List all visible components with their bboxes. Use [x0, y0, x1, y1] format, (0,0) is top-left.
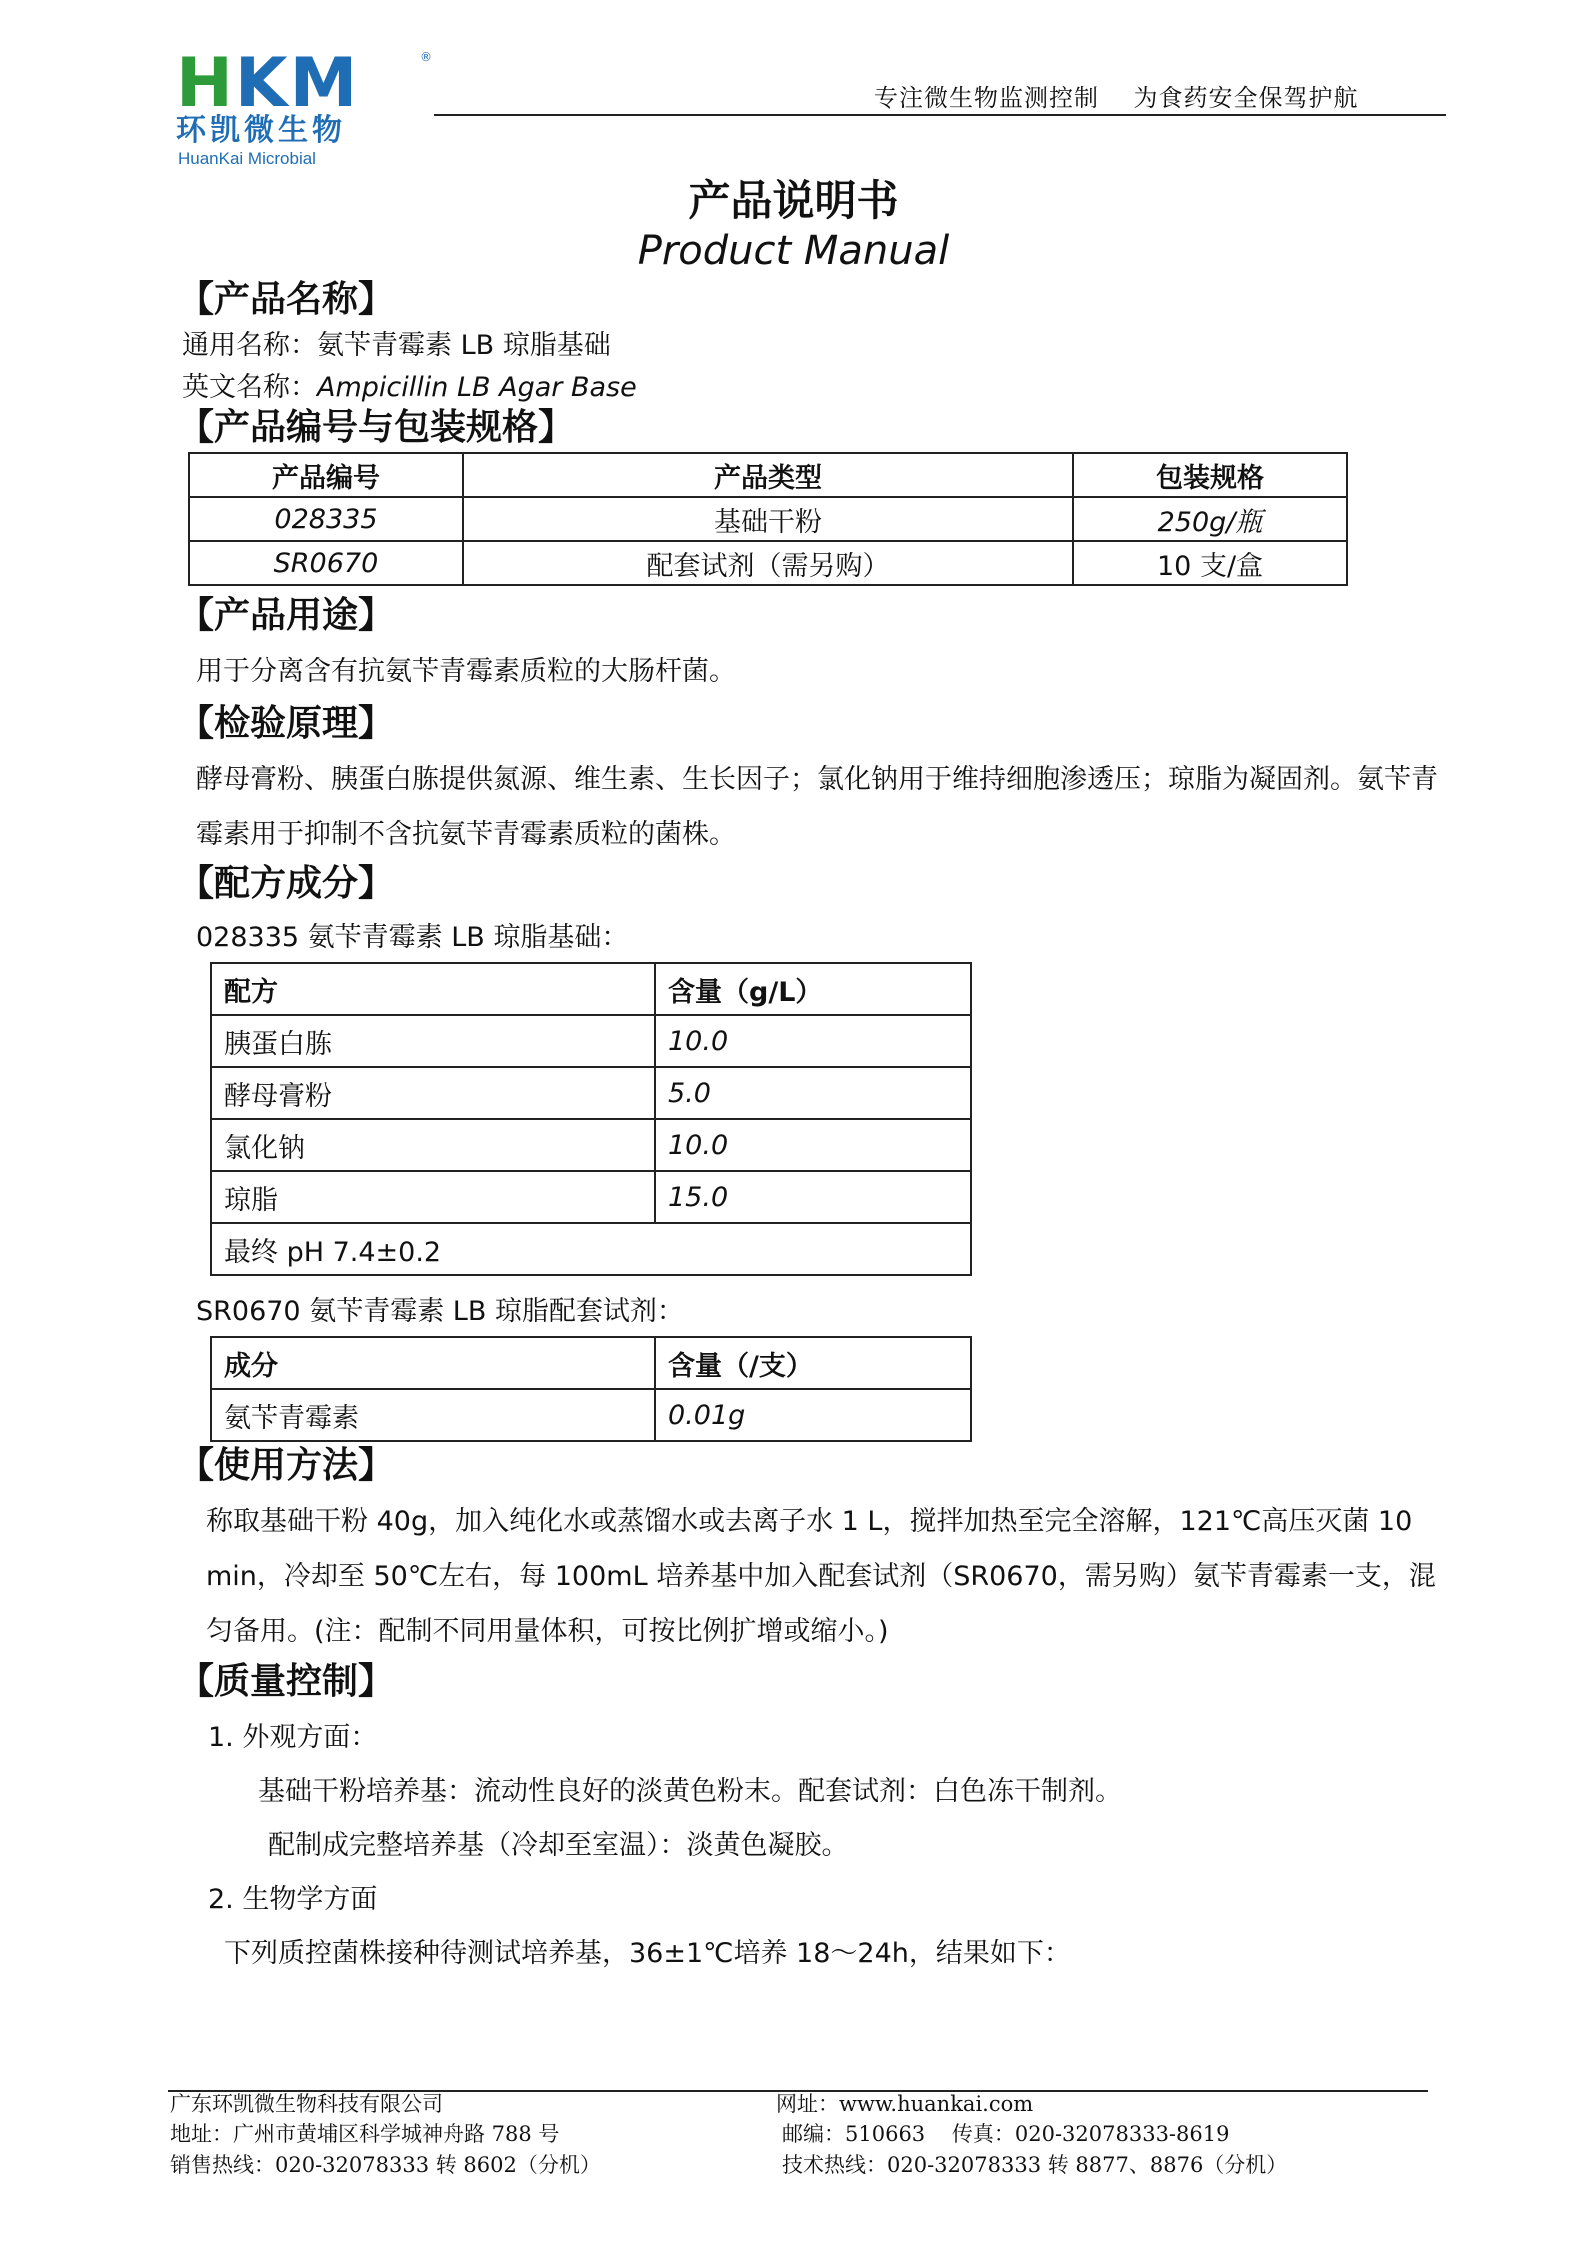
table-cell: 250g/瓶: [1073, 497, 1347, 541]
logo-chinese-name: 环凯微生物: [176, 113, 346, 148]
table-cell: SR0670: [189, 541, 463, 585]
logo-letters: HKM: [176, 44, 360, 123]
footer-tech-hotline: 技术热线：020-32078333 转 8877、8876（分机）: [782, 2153, 1288, 2177]
table-cell: 胰蛋白胨: [211, 1015, 655, 1067]
table-row: [211, 1171, 971, 1223]
table-header-row: [189, 453, 1347, 497]
table-header: 包装规格: [1073, 453, 1347, 497]
table-row: [211, 1015, 971, 1067]
table-cell: 5.0: [655, 1067, 971, 1119]
table-row: [211, 1223, 971, 1275]
table-cell: 酵母膏粉: [211, 1067, 655, 1119]
formula-caption-2: SR0670 氨苄青霉素 LB 琼脂配套试剂：: [196, 1296, 684, 1327]
table-row: [211, 1067, 971, 1119]
footer-sales-hotline: 销售热线：020-32078333 转 8602（分机）: [170, 2153, 601, 2177]
table-header: 产品编号: [189, 453, 463, 497]
table-cell: 配套试剂（需另购）: [463, 541, 1073, 585]
registered-mark: ®: [420, 50, 432, 64]
table-cell: 氯化钠: [211, 1119, 655, 1171]
header-slogan: 专注微生物监测控制 为食药安全保驾护航: [874, 84, 1359, 112]
section-heading-usage: 【使用方法】: [178, 1445, 395, 1486]
section-heading-qc: 【质量控制】: [178, 1661, 395, 1702]
table-cell: 氨苄青霉素: [211, 1389, 655, 1441]
ph-cell: 最终 pH 7.4±0.2: [211, 1223, 971, 1275]
common-name: 通用名称：氨苄青霉素 LB 琼脂基础: [182, 330, 611, 361]
table-cell: 15.0: [655, 1171, 971, 1223]
table-cell: 028335: [189, 497, 463, 541]
table-cell: 0.01g: [655, 1389, 971, 1441]
english-name-line: 英文名称：Ampicillin LB Agar Base: [182, 372, 637, 403]
qc-item-1-line-1: 基础干粉培养基：流动性良好的淡黄色粉末。配套试剂：白色冻干制剂。: [258, 1776, 1122, 1807]
table-row: [211, 1389, 971, 1441]
table-header: 含量（/支）: [655, 1337, 971, 1389]
section-heading-principle: 【检验原理】: [178, 703, 395, 744]
table-cell: 10.0: [655, 1015, 971, 1067]
table-row: [211, 1119, 971, 1171]
table-cell: 琼脂: [211, 1171, 655, 1223]
formula-table-reagent: [210, 1336, 972, 1442]
table-header: 配方: [211, 963, 655, 1015]
section-heading-formula: 【配方成分】: [178, 863, 395, 904]
formula-caption-1: 028335 氨苄青霉素 LB 琼脂基础：: [196, 922, 629, 953]
table-header: 含量（g/L）: [655, 963, 971, 1015]
table-header: 成分: [211, 1337, 655, 1389]
footer-address: 地址：广州市黄埔区科学城神舟路 788 号: [170, 2122, 560, 2146]
qc-item-2-line-1: 下列质控菌株接种待测试培养基，36±1℃培养 18～24h，结果如下：: [224, 1938, 1071, 1969]
qc-item-2: 2. 生物学方面: [208, 1884, 378, 1915]
page-subtitle: Product Manual: [637, 228, 950, 274]
table-header-row: [211, 963, 971, 1015]
usage-text: 称取基础干粉 40g，加入纯化水或蒸馏水或去离子水 1 L，搅拌加热至完全溶解，121℃高压灭菌 10 min，冷却至 50℃左右，每 100mL 培养基中加入配套试剂（SR0670，需另购）氨苄青霉素一支，混匀备用。(注：配制不同用量体积，可按比例扩增或缩小。): [206, 1506, 1436, 1647]
company-logo: [176, 44, 436, 168]
header-divider: [434, 114, 1446, 116]
section-heading-code: 【产品编号与包装规格】: [178, 407, 575, 448]
formula-table-base: [210, 962, 972, 1276]
footer-company: 广东环凯微生物科技有限公司: [170, 2092, 443, 2116]
footer-website: 网址：www.huankai.com: [776, 2092, 1034, 2116]
principle-text: 酵母膏粉、胰蛋白胨提供氮源、维生素、生长因子；氯化钠用于维持细胞渗透压；琼脂为凝固剂。氨苄青霉素用于抑制不含抗氨苄青霉素质粒的菌株。: [196, 764, 1438, 850]
qc-item-1-line-2: 配制成完整培养基（冷却至室温）：淡黄色凝胶。: [268, 1830, 849, 1861]
table-header-row: [211, 1337, 971, 1389]
qc-item-1: 1. 外观方面：: [208, 1722, 378, 1753]
spec-table: [188, 452, 1348, 586]
section-heading-use: 【产品用途】: [178, 595, 395, 636]
table-cell: 基础干粉: [463, 497, 1073, 541]
table-cell: 10.0: [655, 1119, 971, 1171]
use-text: 用于分离含有抗氨苄青霉素质粒的大肠杆菌。: [196, 656, 736, 687]
table-row: [189, 541, 1347, 585]
table-header: 产品类型: [463, 453, 1073, 497]
table-row: [189, 497, 1347, 541]
page-title: 产品说明书: [688, 176, 899, 225]
logo-english-name: HuanKai Microbial: [178, 149, 316, 168]
section-heading-name: 【产品名称】: [178, 279, 395, 320]
table-cell: 10 支/盒: [1073, 541, 1347, 585]
footer-postcode-fax: 邮编：510663 传真：020-32078333-8619: [782, 2122, 1230, 2146]
